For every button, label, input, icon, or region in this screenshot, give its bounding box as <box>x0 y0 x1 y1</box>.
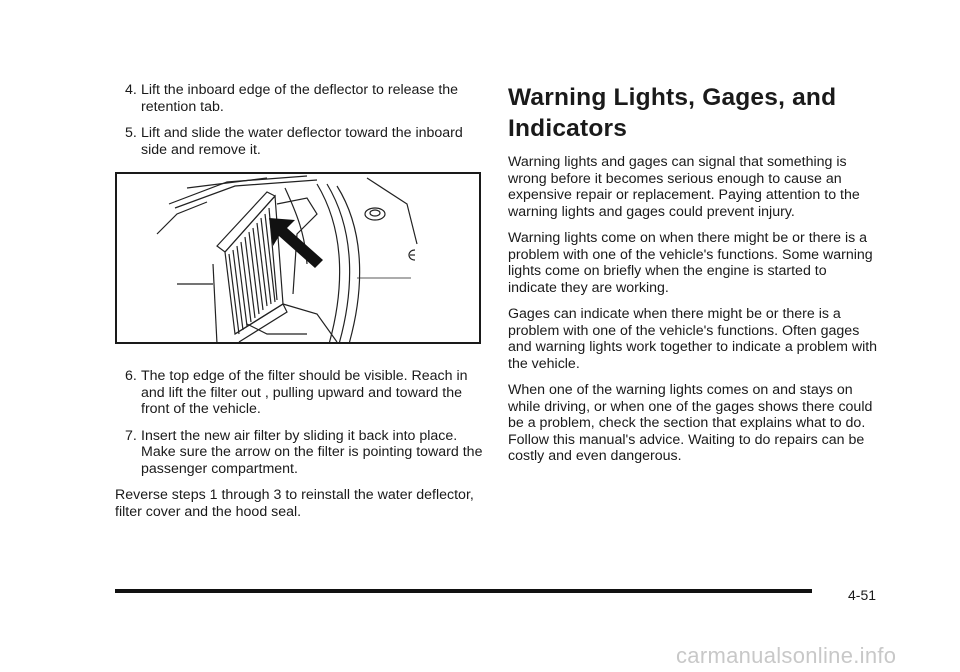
step-7 <box>115 428 485 478</box>
page-number: 4-51 <box>848 587 877 603</box>
step-text: Lift the inboard edge of the deflector to release the retention tab. <box>141 82 459 115</box>
body-paragraph: When one of the warning lights comes on and stays on while driving, or when one of the gages shows there could be a problem, check the section that explains what to do. Follow this manual's advice. Waiting to do repairs can be costly and even dangerous. <box>508 382 873 464</box>
cabin-air-filter-illustration <box>115 172 481 344</box>
step-5 <box>115 125 485 158</box>
filter-removal-drawing <box>117 174 481 344</box>
step-number: 6. <box>125 368 137 384</box>
step-number: 7. <box>125 427 137 444</box>
body-paragraph: Gages can indicate when there might be or there is a problem with one of the vehicle's functions. Often gages and warning lights work together to indicate a problem with the vehicle. <box>508 306 878 372</box>
step-text: Lift and slide the water deflector toward the inboard side and remove it. <box>141 125 463 158</box>
step-text: Insert the new air filter by sliding it back into place. Make sure the arrow on the filter is pointing toward the passenger compartment. <box>141 427 483 477</box>
step-text: The top edge of the filter should be visible. Reach in and lift the filter out , pulling upward and toward the front of the vehicle. <box>141 368 468 417</box>
right-column <box>508 82 878 475</box>
section-title: Warning Lights, Gages, and Indicators <box>508 84 837 142</box>
body-paragraph: Warning lights come on when there might be or there is a problem with one of the vehicle's functions. Some warning lights come on briefly when the engine is started to indicate they are working. <box>508 230 873 296</box>
step-number: 4. <box>125 82 137 98</box>
step-4 <box>115 82 485 115</box>
direction-arrow-icon <box>269 218 323 268</box>
left-column <box>115 82 485 530</box>
body-paragraph: Warning lights and gages can signal that something is wrong before it becomes serious enough to cause an expensive repair or replacement. Paying attention to the warning lights and gages could prevent injury. <box>508 154 860 220</box>
closing-paragraph: Reverse steps 1 through 3 to reinstall the water deflector, filter cover and the hood seal. <box>115 487 474 520</box>
footer-rule <box>115 589 812 593</box>
watermark: carmanualsonline.info <box>676 643 897 668</box>
step-number: 5. <box>125 125 137 141</box>
step-6 <box>115 368 485 418</box>
